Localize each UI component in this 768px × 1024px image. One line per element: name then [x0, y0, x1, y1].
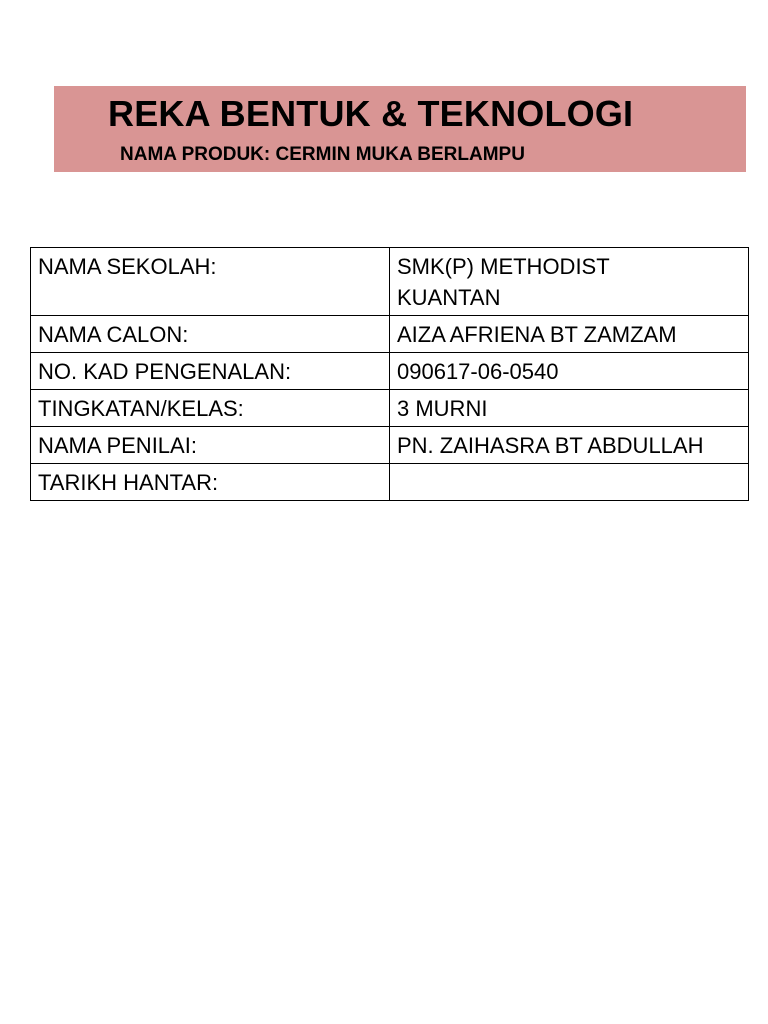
- assessor-label: NAMA PENILAI:: [31, 427, 390, 464]
- assessor-value: PN. ZAIHASRA BT ABDULLAH: [390, 427, 749, 464]
- submission-date-label: TARIKH HANTAR:: [31, 464, 390, 501]
- document-title: REKA BENTUK & TEKNOLOGI: [108, 93, 634, 134]
- candidate-value: AIZA AFRIENA BT ZAMZAM: [390, 316, 749, 353]
- school-value: [390, 248, 749, 316]
- table-row-submission-date: [31, 464, 749, 501]
- school-value-line1: SMK(P) METHODIST: [397, 254, 610, 279]
- table-row-school: [31, 248, 749, 316]
- school-label: NAMA SEKOLAH:: [31, 248, 390, 316]
- class-label: TINGKATAN/KELAS:: [31, 390, 390, 427]
- product-name-subtitle: NAMA PRODUK: CERMIN MUKA BERLAMPU: [120, 144, 525, 165]
- ic-number-label: NO. KAD PENGENALAN:: [31, 353, 390, 390]
- submission-date-value: [390, 464, 749, 501]
- table-row-class: [31, 390, 749, 427]
- table-row-candidate: [31, 316, 749, 353]
- table-row-ic-number: [31, 353, 749, 390]
- ic-number-value: 090617-06-0540: [390, 353, 749, 390]
- class-value: 3 MURNI: [390, 390, 749, 427]
- student-info-table: [30, 247, 749, 501]
- table-row-assessor: [31, 427, 749, 464]
- school-value-line2: KUANTAN: [397, 285, 501, 310]
- title-banner: [54, 86, 746, 172]
- candidate-label: NAMA CALON:: [31, 316, 390, 353]
